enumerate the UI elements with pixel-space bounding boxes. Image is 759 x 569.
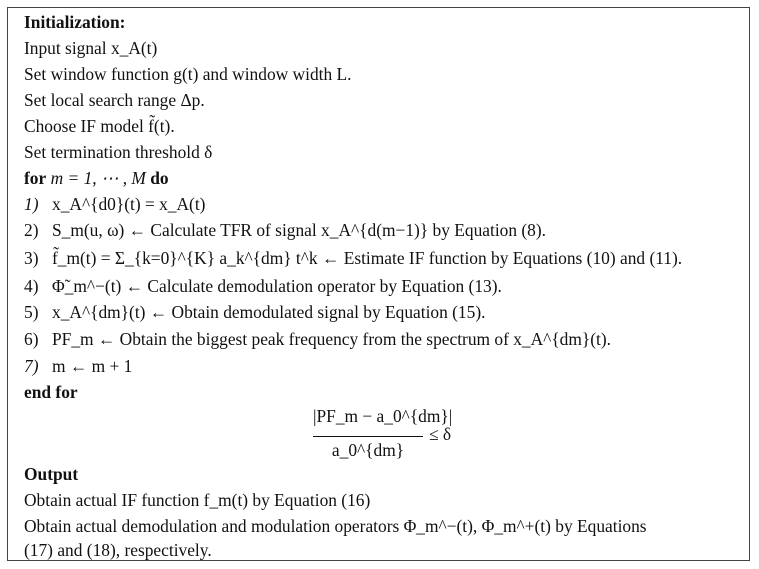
for-keyword: for [24,168,47,188]
criterion-relation: ≤ δ [429,424,452,444]
init-line-2: Set window function g(t) and window width L. [24,64,352,84]
output-line-1: Obtain actual IF function f_m(t) by Equation (16) [24,490,371,510]
for-range: m = 1, ⋯ , M [50,168,146,188]
step-2: 2) S_m(u, ω) ← Calculate TFR of signal x_A^{d(m−1)} by Equation (8). [24,220,547,240]
end-for: end for [24,382,78,402]
init-line-4: Choose IF model f̃(t). [24,116,175,136]
step-4: 4) Φ̃_m^−(t) ← Calculate demodulation operator by Equation (13). [24,276,502,296]
init-line-5: Set termination threshold δ [24,142,213,162]
init-line-1: Input signal x_A(t) [24,38,158,58]
criterion-denominator: a_0^{dm} [331,440,405,460]
algorithm-box [7,7,750,561]
step-6: 6) PF_m ← Obtain the biggest peak frequency from the spectrum of x_A^{dm}(t). [24,329,612,349]
output-line-2: Obtain actual demodulation and modulation operators Φ_m^−(t), Φ_m^+(t) by Equations [24,516,647,536]
for-line [24,168,169,188]
criterion-numerator: |PF_m − a_0^{dm}| [313,406,453,426]
init-line-3: Set local search range Δp. [24,90,205,110]
output-heading: Output [24,464,79,484]
step-7: 7) m ← m + 1 [24,356,133,376]
output-line-3: (17) and (18), respectively. [24,540,212,560]
fraction-bar [313,436,423,437]
do-keyword: do [150,168,169,188]
step-3: 3) f̃_m(t) = Σ_{k=0}^{K} a_k^{dm} t^k ← Estimate IF function by Equations (10) and (11). [24,248,683,268]
step-1: 1) x_A^{d0}(t) = x_A(t) [24,194,206,214]
init-heading: Initialization: [24,12,126,32]
step-5: 5) x_A^{dm}(t) ← Obtain demodulated signal by Equation (15). [24,302,486,322]
